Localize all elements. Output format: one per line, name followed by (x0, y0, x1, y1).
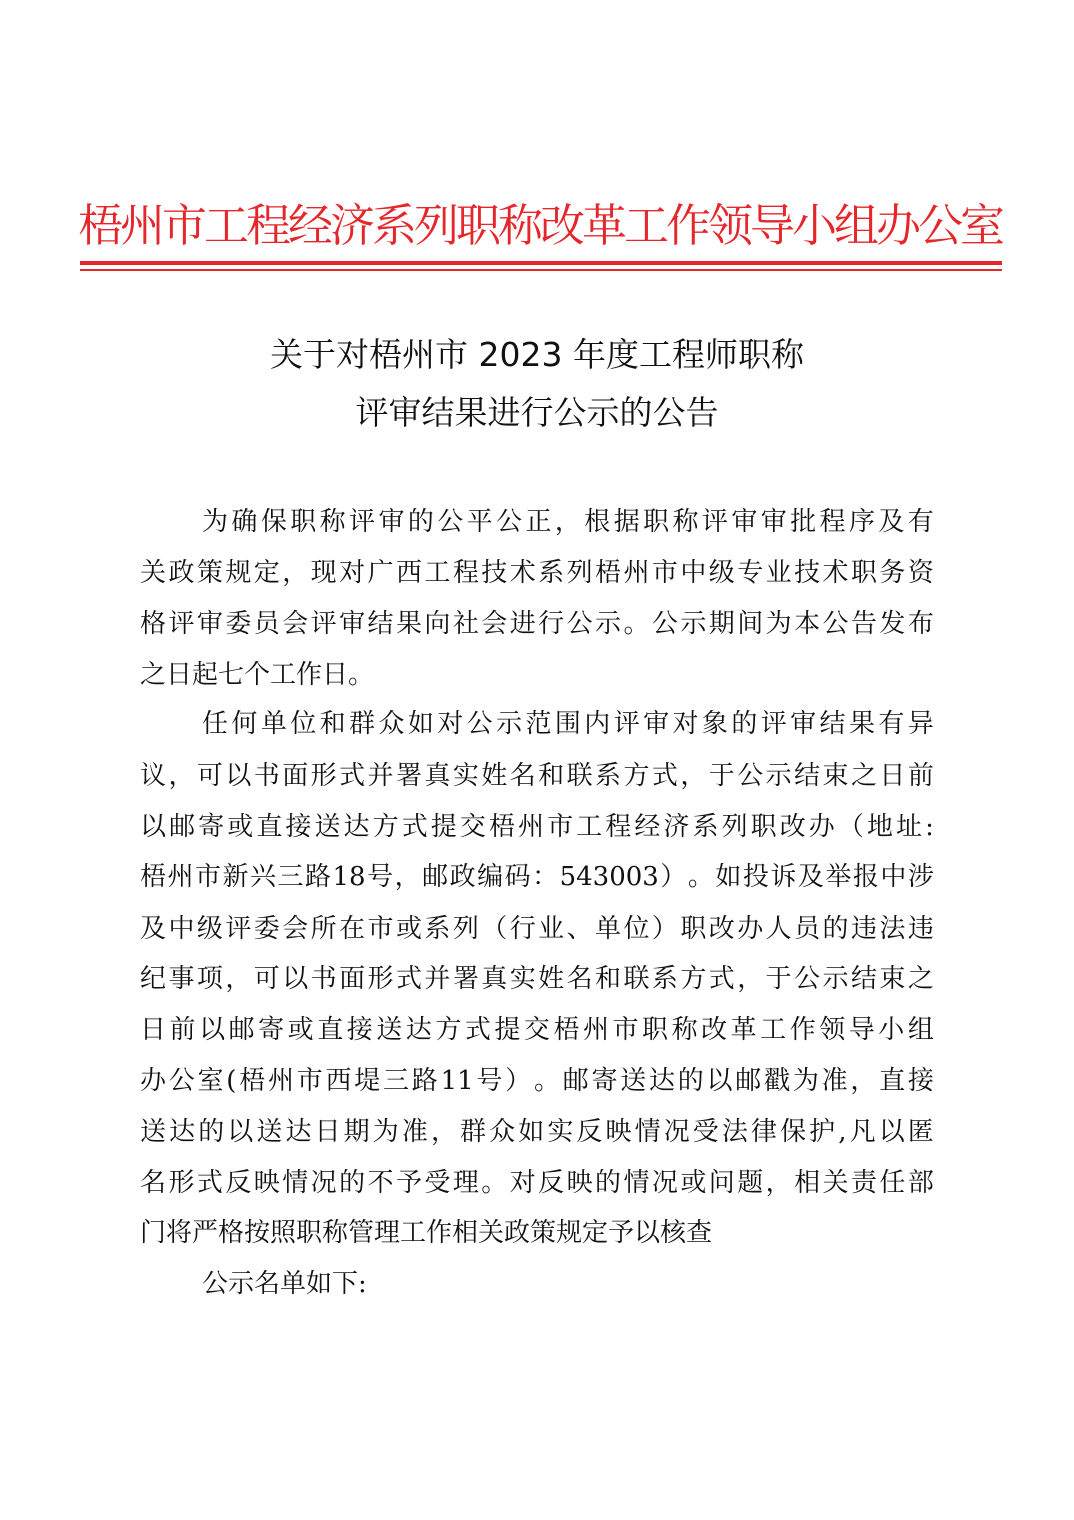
letterhead-org-name: 梧州市工程经济系列职称改革工作领导小组办公室 (78, 199, 1003, 252)
body-line: 办 公 室 ( 梧 州 市 西 堤 三 路 11 号 ） 。 邮 寄 送 达 的 以 邮 戳 为 准 ， 直 接 (140, 1066, 934, 1096)
body-line: 关 政 策 规 定 ， 现 对 广 西 工 程 技 术 系 列 梧 州 市 中 级 专 业 技 术 职 务 资 (140, 558, 934, 588)
letterhead-thin-rule (80, 269, 1002, 271)
list-intro: 公示名单如下: (202, 1269, 367, 1299)
document-title-line-2: 评审结果进行公示的公告 (355, 393, 719, 432)
body-line: 日 前 以 邮 寄 或 直 接 送 达 方 式 提 交 梧 州 市 职 称 改 革 工 作 领 导 小 组 (140, 1015, 934, 1045)
body-line: 格 评 审 委 员 会 评 审 结 果 向 社 会 进 行 公 示 。 公 示 期 间 为 本 公 告 发 布 (140, 609, 934, 639)
body-line: 及 中 级 评 委 会 所 在 市 或 系 列 （ 行 业 、 单 位 ） 职 改 办 人 员 的 违 法 违 (140, 914, 934, 944)
body-line: 纪 事 项 ， 可 以 书 面 形 式 并 署 真 实 姓 名 和 联 系 方 式 ， 于 公 示 结 束 之 (140, 964, 934, 994)
body-line: 以 邮 寄 或 直 接 送 达 方 式 提 交 梧 州 市 工 程 经 济 系 列 职 改 办 （ 地 址 : (140, 812, 934, 842)
letterhead-thick-rule (80, 261, 1002, 265)
body-line: 名 形 式 反 映 情 况 的 不 予 受 理 。 对 反 映 的 情 况 或 问 题 ， 相 关 责 任 部 (140, 1168, 934, 1198)
body-line: 门将严格按照职称管理工作相关政策规定予以核查 (140, 1218, 713, 1248)
body-line: 之日起七个工作日。 (140, 660, 375, 690)
body-line: 梧 州 市 新 兴 三 路 18 号 ， 邮 政 编 码 ： 543003 ） 。 如 投 诉 及 举 报 中 涉 (140, 862, 934, 892)
body-line: 议 ， 可 以 书 面 形 式 并 署 真 实 姓 名 和 联 系 方 式 ， 于 公 示 结 束 之 日 前 (140, 761, 934, 791)
document-title-line-1: 关于对梧州市 2023 年度工程师职称 (270, 335, 804, 374)
body-line: 送 达 的 以 送 达 日 期 为 准 ， 群 众 如 实 反 映 情 况 受 法 律 保 护 , 凡 以 匿 (140, 1117, 934, 1147)
body-line: 为 确 保 职 称 评 审 的 公 平 公 正 ， 根 据 职 称 评 审 审 批 程 序 及 有 (202, 507, 934, 537)
body-line: 任 何 单 位 和 群 众 如 对 公 示 范 围 内 评 审 对 象 的 评 审 结 果 有 异 (202, 709, 934, 739)
